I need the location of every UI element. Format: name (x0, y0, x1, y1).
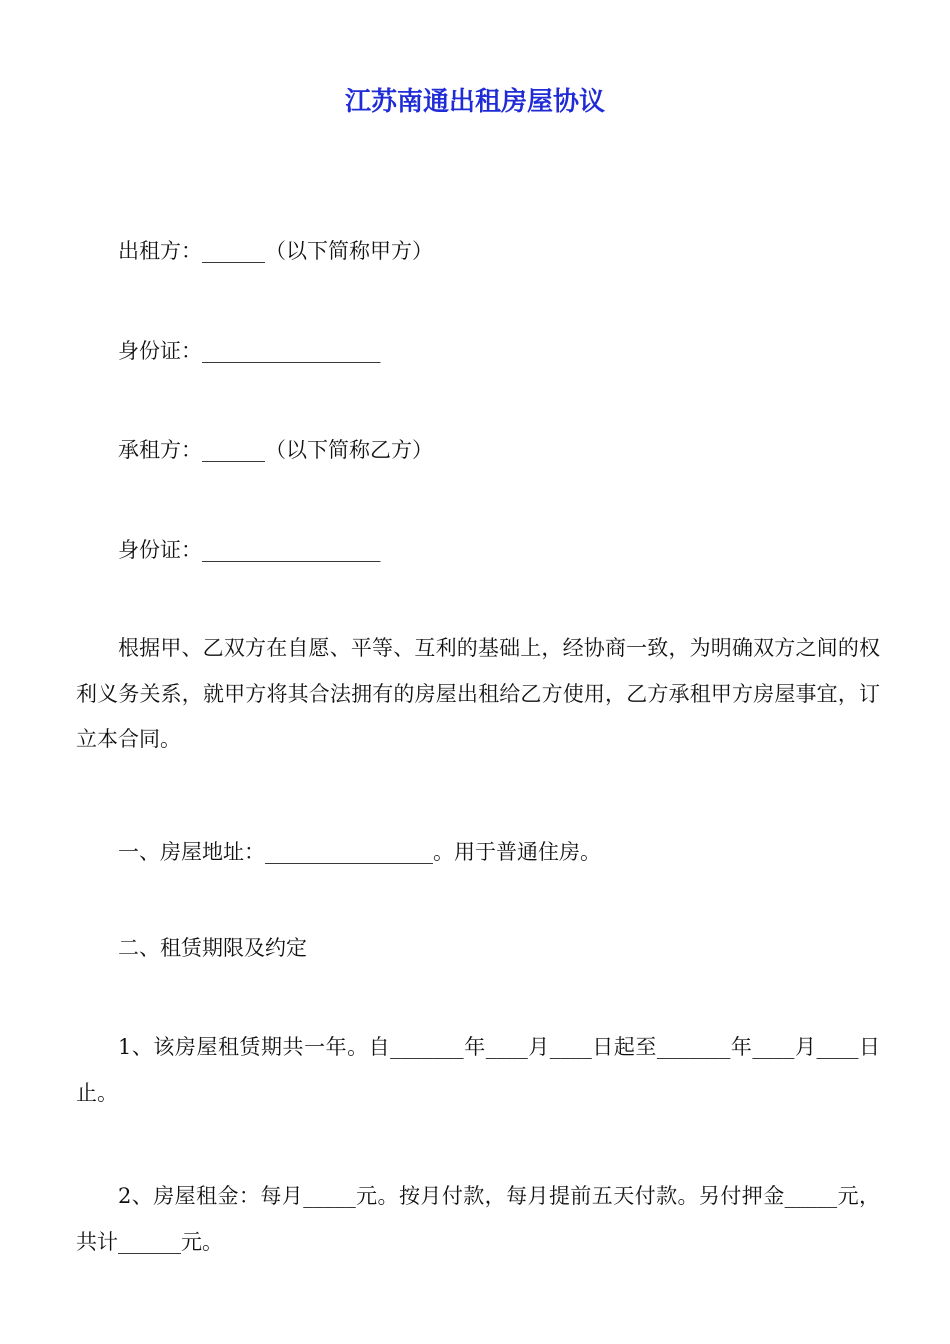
section-2-heading: 二、租赁期限及约定 (118, 936, 307, 960)
clause-2-rent: 2、房屋租金：每月_____元。按月付款，每月提前五天付款。另付押金_____元，共计______元。 (76, 1184, 880, 1254)
lessee-id-line: 身份证：_________________ (118, 538, 381, 562)
lessee-line: 承租方：______（以下简称乙方） (118, 438, 433, 462)
document-title: 江苏南通出租房屋协议 (344, 87, 605, 117)
lessor-line: 出租方：______（以下简称甲方） (118, 239, 433, 263)
clause-1-lease-term: 1、该房屋租赁期共一年。自_______年____月____日起至_______年____月____日止。 (76, 1035, 880, 1105)
preamble-paragraph: 根据甲、乙双方在自愿、平等、互利的基础上，经协商一致，为明确双方之间的权利义务关系，就甲方将其合法拥有的房屋出租给乙方使用，乙方承租甲方房屋事宜，订立本合同。 (76, 636, 880, 751)
section-1-house-address: 一、房屋地址：________________。用于普通住房。 (118, 840, 601, 864)
lessor-id-line: 身份证：_________________ (118, 339, 381, 363)
